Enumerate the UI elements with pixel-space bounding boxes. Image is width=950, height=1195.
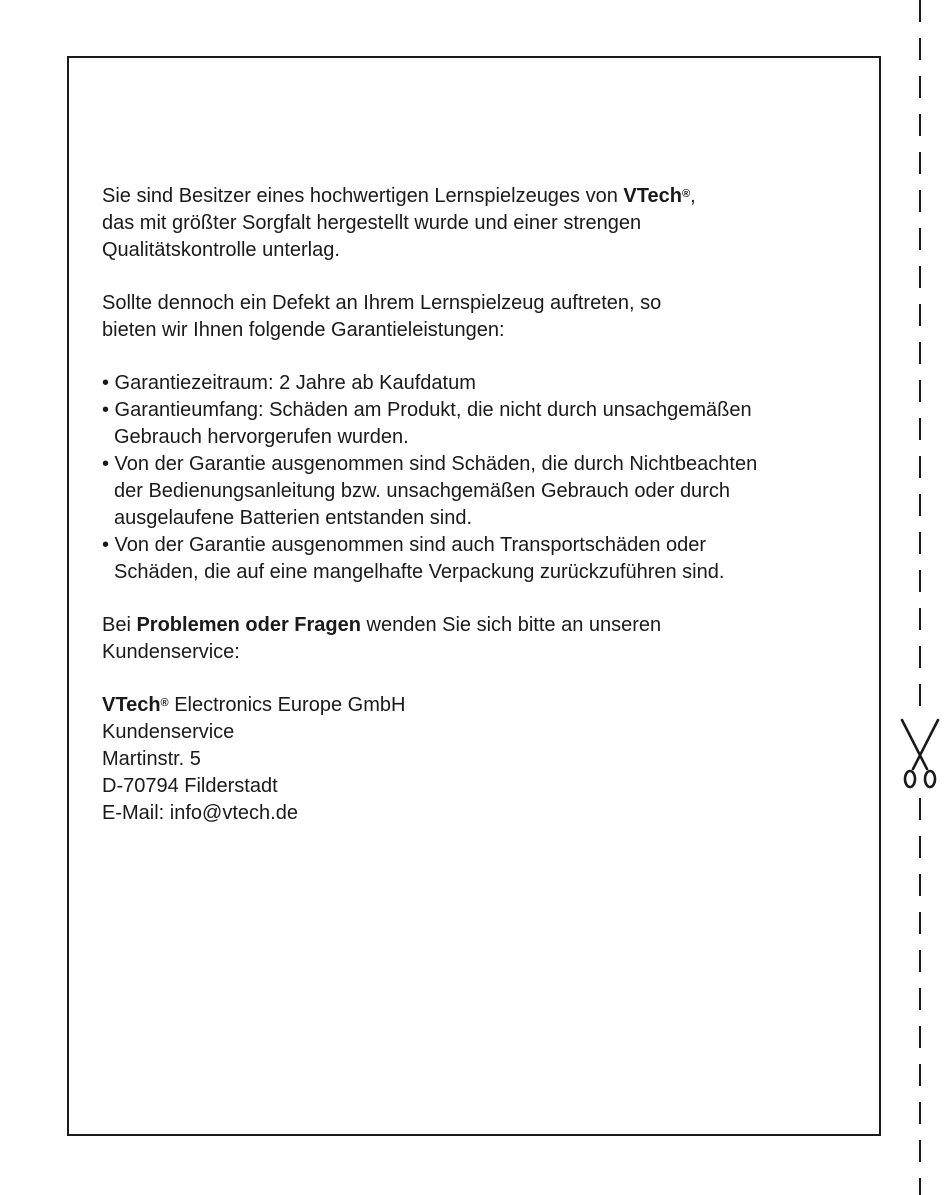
guarantee-item-exclusion-misuse: [102, 451, 862, 532]
guarantee-item-period: [102, 370, 862, 397]
bullet-line: • Von der Garantie ausgenommen sind Schäden, die durch Nichtbeachten: [102, 453, 758, 475]
intro-line-2: das mit größter Sorgfalt hergestellt wurde und einer strengen: [102, 212, 642, 234]
defect-line-1: Sollte dennoch ein Defekt an Ihrem Lernspielzeug auftreten, so: [102, 292, 662, 314]
address-street: Martinstr. 5: [102, 748, 201, 770]
guarantee-item-exclusion-transport: [102, 532, 862, 586]
address-block: [102, 692, 862, 827]
bullet-line: • Garantiezeitraum: 2 Jahre ab Kaufdatum: [102, 372, 476, 394]
intro-line-1-text: Sie sind Besitzer eines hochwertigen Lernspielzeuges von: [102, 185, 624, 207]
contact-intro-bold: Problemen oder Fragen: [136, 614, 361, 636]
bullet-line: Gebrauch hervorgerufen wurden.: [114, 426, 409, 448]
scissors-icon: [898, 716, 942, 796]
contact-intro-paragraph: [102, 612, 862, 666]
intro-paragraph: [102, 183, 862, 264]
intro-line-3: Qualitätskontrolle unterlag.: [102, 239, 340, 261]
intro-line-1: [102, 183, 862, 210]
address-company: [102, 692, 862, 719]
registered-mark: ®: [681, 188, 691, 200]
address-email: E-Mail: info@vtech.de: [102, 802, 298, 824]
guarantee-list: [102, 370, 862, 586]
contact-intro-line-2: Kundenservice:: [102, 641, 240, 663]
address-city: D-70794 Filderstadt: [102, 775, 278, 797]
bullet-line: • Garantieumfang: Schäden am Produkt, die nicht durch unsachgemäßen: [102, 399, 752, 421]
bullet-line: • Von der Garantie ausgenommen sind auch Transportschäden oder: [102, 534, 707, 556]
bullet-line: der Bedienungsanleitung bzw. unsachgemäßen Gebrauch oder durch: [114, 480, 730, 502]
contact-intro-pre: Bei: [102, 614, 137, 636]
address-brand: VTech: [102, 694, 161, 716]
defect-line-2: bieten wir Ihnen folgende Garantieleistungen:: [102, 319, 505, 341]
contact-intro-post: wenden Sie sich bitte an unseren: [360, 614, 662, 636]
guarantee-item-scope: [102, 397, 862, 451]
defect-paragraph: [102, 290, 862, 344]
warranty-text: [102, 183, 862, 853]
contact-intro-line-1: [102, 612, 862, 639]
address-company-rest: Electronics Europe GmbH: [168, 694, 406, 716]
bullet-line: ausgelaufene Batterien entstanden sind.: [114, 507, 473, 529]
bullet-line: Schäden, die auf eine mangelhafte Verpackung zurückzuführen sind.: [114, 561, 725, 583]
intro-line-1-end: ,: [690, 185, 696, 207]
address-dept: Kundenservice: [102, 721, 235, 743]
address-registered-mark: ®: [160, 697, 169, 709]
cut-line: [918, 0, 922, 1195]
brand-vtech: VTech: [623, 185, 682, 207]
